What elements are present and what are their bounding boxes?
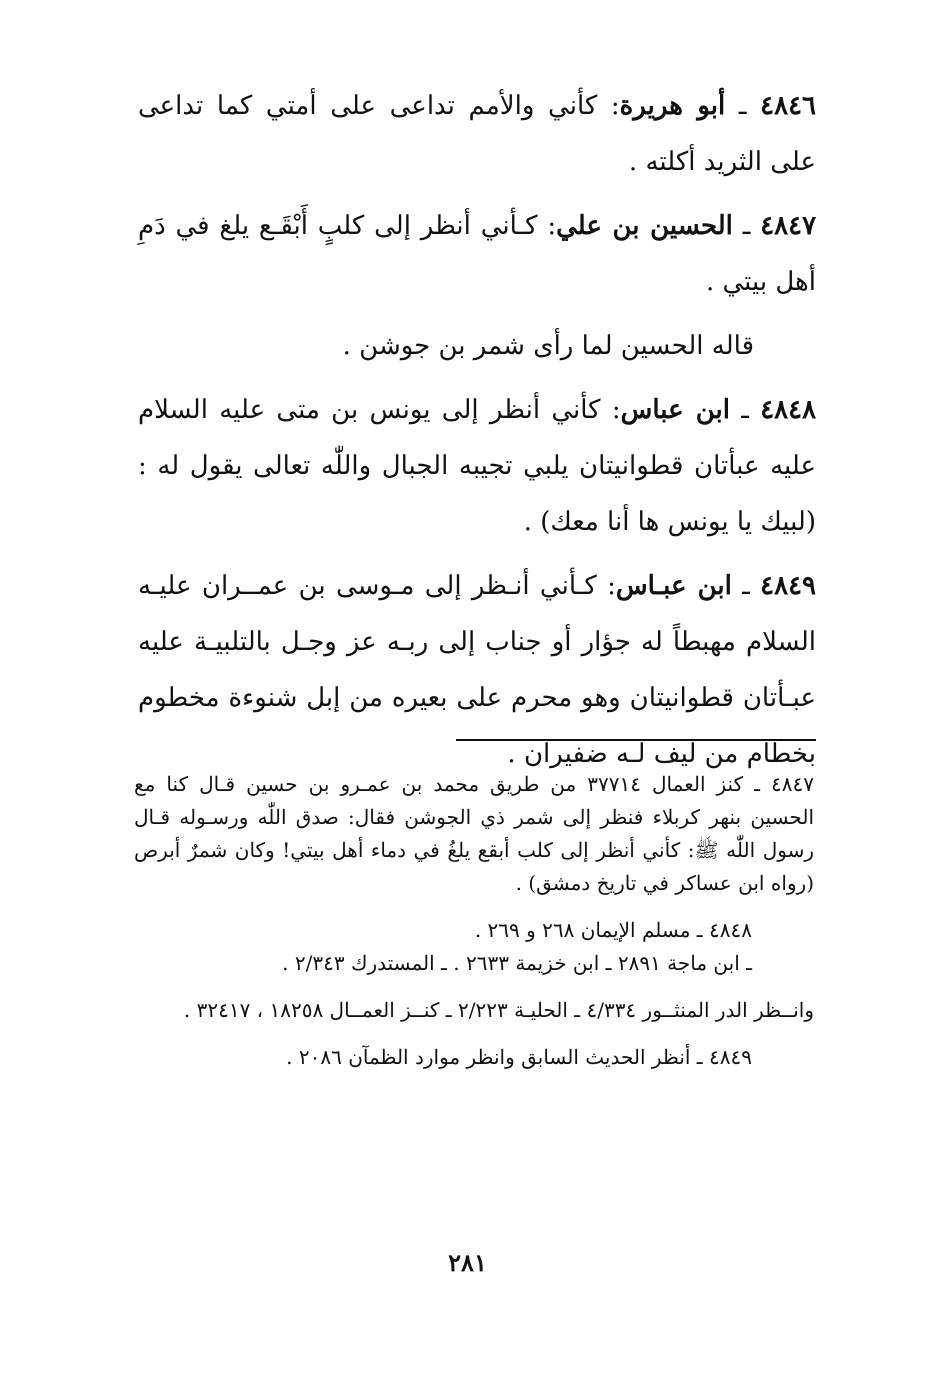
hadith-text: كأني أنظر إلى يونس بن متى عليه السلام عليه عبأتان قطوانيتان يلبي تجيبه الجبال واللّٰه تعالى يقول له : (لبيك يا يونس ها أنا معك) .	[138, 395, 816, 537]
hadith-list	[138, 78, 816, 790]
hadith-text: كـأني أنظر إلى كلبٍ أَبْقَـع يلغ في دَمِ أهل بيتي .	[138, 211, 816, 297]
footnote-4849: ٤٨٤٩ ـ أنظر الحديث السابق وانظر موارد الظمآن ٢٠٨٦ .	[286, 1045, 752, 1069]
narrator-name: أبو هريرة	[619, 91, 726, 121]
separator: ـ	[742, 211, 751, 241]
separator: ـ	[741, 395, 749, 425]
footnote-4848-sources: ـ ابن ماجة ٢٨٩١ ـ ابن خزيمة ٢٦٣٣ . ـ المستدرك ٢/٣٤٣ .	[282, 951, 752, 975]
narrator-name: ابن عباس	[620, 395, 730, 425]
footnote-divider	[456, 739, 816, 741]
hadith-number: ٤٨٤٦	[760, 91, 816, 121]
footnote-4848: ٤٨٤٨ ـ مسلم الإيمان ٢٦٨ و ٢٦٩ .	[474, 918, 752, 942]
page-number: ٢٨١	[448, 1248, 487, 1277]
hadith-text: كأني والأمم تداعى على أمتي كما تداعى على الثريد أكلته .	[138, 91, 816, 177]
narrator-name: الحسين بن علي	[556, 211, 733, 241]
hadith-number: ٤٨٤٨	[760, 395, 817, 425]
hadith-entry	[138, 198, 816, 310]
separator: :	[610, 91, 620, 121]
separator: :	[607, 571, 616, 601]
hadith-entry	[138, 382, 816, 550]
separator: :	[547, 211, 557, 241]
hadith-note: قاله الحسين لما رأى شمر بن جوشن .	[342, 331, 754, 361]
separator: ـ	[738, 91, 747, 121]
separator: ـ	[742, 571, 750, 601]
hadith-number: ٤٨٤٩	[760, 571, 816, 601]
hadith-entry	[138, 558, 816, 782]
footnotes	[134, 768, 814, 1074]
footnote-4848-more: وانــظر الدر المنثــور ٤/٣٣٤ ـ الحليـة ٢/٢٢٣ ـ كنــز العمــال ١٨٢٥٨ ، ٣٢٤١٧ .	[183, 998, 814, 1022]
separator: :	[611, 395, 621, 425]
footnote-4847: ٤٨٤٧ ـ كنز العمال ٣٧٧١٤ من طريق محمد بن عمـرو بن حسين قـال كنا مع الحسين بنهر كربلاء فنظر إلى شمر ذي الجوشن فقال: صدق اللّٰه ورسـوله قـال رسول اللّٰه ﷺ: كأني أنظر إلى كلب أبقع يلغُ في دماء أهل بيتي! وكان شمرٌ أبرص (رواه ابن عساكر في تاريخ دمشق) .	[134, 772, 815, 895]
hadith-text: كـأني أنـظر إلى مـوسى بن عمــران عليـه السلام مهبطاً له جؤار أو جناب إلى ربـه عز وجـل بالتلبيـة عليه عبـأتان قطوانيتان وهو محرم على بعيره من إبل شنوءة مخطوم بخطام من ليف لـه ضفيران .	[138, 571, 816, 769]
hadith-entry	[138, 78, 816, 190]
hadith-number: ٤٨٤٧	[760, 211, 817, 241]
narrator-name: ابن عبـاس	[615, 571, 732, 601]
